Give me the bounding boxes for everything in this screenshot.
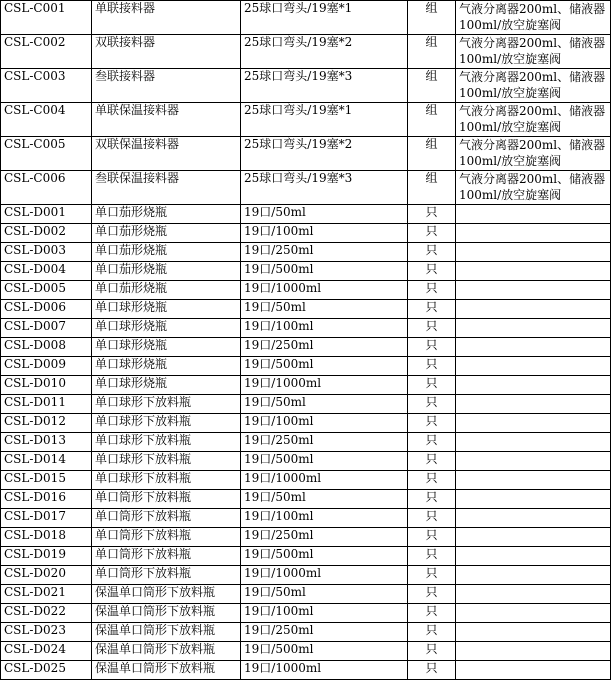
product-name-cell: 单联接料器 (92, 1, 241, 35)
product-unit-cell: 组 (408, 103, 456, 137)
product-spec-cell: 19口/1000ml (241, 661, 408, 680)
product-note-cell: 气液分离器200ml、储液器100ml/放空旋塞阀 (456, 69, 611, 103)
product-name-cell: 叁联接料器 (92, 69, 241, 103)
table-row (1, 281, 611, 300)
product-spec-cell: 19口/100ml (241, 414, 408, 433)
product-unit-cell: 只 (408, 262, 456, 281)
product-note-cell: 气液分离器200ml、储液器100ml/放空旋塞阀 (456, 171, 611, 205)
product-unit-cell: 只 (408, 243, 456, 262)
product-note-cell (456, 433, 611, 452)
product-code-cell: CSL-D025 (1, 661, 92, 680)
product-spec-cell: 25球口弯头/19塞*1 (241, 1, 408, 35)
product-name-cell: 单口筒形下放料瓶 (92, 490, 241, 509)
product-name-cell: 单口茄形烧瓶 (92, 205, 241, 224)
product-name-cell: 单口筒形下放料瓶 (92, 547, 241, 566)
product-name-cell: 单口球形烧瓶 (92, 300, 241, 319)
product-spec-cell: 19口/500ml (241, 452, 408, 471)
product-note-cell (456, 243, 611, 262)
product-unit-cell: 只 (408, 338, 456, 357)
product-code-cell: CSL-D007 (1, 319, 92, 338)
product-unit-cell: 组 (408, 171, 456, 205)
product-unit-cell: 只 (408, 623, 456, 642)
product-spec-cell: 19口/1000ml (241, 566, 408, 585)
product-unit-cell: 只 (408, 452, 456, 471)
product-unit-cell: 只 (408, 357, 456, 376)
product-unit-cell: 只 (408, 300, 456, 319)
product-note-cell (456, 205, 611, 224)
product-note-cell (456, 376, 611, 395)
product-code-cell: CSL-C001 (1, 1, 92, 35)
product-note-cell (456, 604, 611, 623)
product-spec-cell: 25球口弯头/19塞*2 (241, 137, 408, 171)
product-name-cell: 单口筒形下放料瓶 (92, 509, 241, 528)
product-note-cell (456, 471, 611, 490)
product-code-cell: CSL-C003 (1, 69, 92, 103)
product-name-cell: 单口茄形烧瓶 (92, 281, 241, 300)
table-row (1, 604, 611, 623)
table-row (1, 509, 611, 528)
product-spec-cell: 19口/250ml (241, 528, 408, 547)
product-spec-cell: 25球口弯头/19塞*3 (241, 171, 408, 205)
product-spec-cell: 19口/1000ml (241, 376, 408, 395)
product-spec-cell: 25球口弯头/19塞*3 (241, 69, 408, 103)
table-row (1, 642, 611, 661)
product-code-cell: CSL-D003 (1, 243, 92, 262)
product-unit-cell: 只 (408, 395, 456, 414)
product-name-cell: 单口茄形烧瓶 (92, 262, 241, 281)
table-row (1, 224, 611, 243)
product-code-cell: CSL-D014 (1, 452, 92, 471)
table-row (1, 1, 611, 35)
product-spec-cell: 19口/100ml (241, 319, 408, 338)
product-code-cell: CSL-C005 (1, 137, 92, 171)
product-note-cell (456, 395, 611, 414)
product-spec-cell: 19口/250ml (241, 623, 408, 642)
product-spec-cell: 19口/100ml (241, 604, 408, 623)
product-spec-cell: 19口/250ml (241, 433, 408, 452)
product-name-cell: 保温单口筒形下放料瓶 (92, 604, 241, 623)
table-row (1, 319, 611, 338)
product-note-cell: 气液分离器200ml、储液器100ml/放空旋塞阀 (456, 1, 611, 35)
product-code-cell: CSL-D005 (1, 281, 92, 300)
table-row (1, 395, 611, 414)
product-note-cell (456, 262, 611, 281)
table-row (1, 566, 611, 585)
table-row (1, 35, 611, 69)
table-row (1, 338, 611, 357)
table-row (1, 528, 611, 547)
product-spec-cell: 19口/250ml (241, 243, 408, 262)
product-code-cell: CSL-D024 (1, 642, 92, 661)
product-unit-cell: 只 (408, 604, 456, 623)
product-note-cell (456, 585, 611, 604)
product-unit-cell: 组 (408, 1, 456, 35)
product-name-cell: 单口球形烧瓶 (92, 338, 241, 357)
product-note-cell (456, 414, 611, 433)
product-note-cell (456, 452, 611, 471)
product-spec-cell: 19口/50ml (241, 490, 408, 509)
product-code-cell: CSL-D008 (1, 338, 92, 357)
product-unit-cell: 组 (408, 137, 456, 171)
product-spec-cell: 25球口弯头/19塞*2 (241, 35, 408, 69)
product-unit-cell: 只 (408, 528, 456, 547)
product-spec-cell: 19口/50ml (241, 300, 408, 319)
product-spec-cell: 19口/50ml (241, 395, 408, 414)
product-spec-cell: 19口/500ml (241, 547, 408, 566)
product-unit-cell: 只 (408, 566, 456, 585)
product-unit-cell: 只 (408, 547, 456, 566)
product-spec-cell: 25球口弯头/19塞*1 (241, 103, 408, 137)
product-spec-cell: 19口/500ml (241, 357, 408, 376)
table-row (1, 262, 611, 281)
product-code-cell: CSL-D012 (1, 414, 92, 433)
product-spec-cell: 19口/50ml (241, 205, 408, 224)
product-code-cell: CSL-C002 (1, 35, 92, 69)
table-row (1, 171, 611, 205)
product-note-cell (456, 642, 611, 661)
table-row (1, 623, 611, 642)
product-unit-cell: 只 (408, 281, 456, 300)
product-code-cell: CSL-C004 (1, 103, 92, 137)
product-note-cell (456, 566, 611, 585)
product-note-cell (456, 300, 611, 319)
product-unit-cell: 只 (408, 205, 456, 224)
product-spec-cell: 19口/50ml (241, 585, 408, 604)
product-unit-cell: 只 (408, 433, 456, 452)
table-row (1, 205, 611, 224)
product-code-cell: CSL-D018 (1, 528, 92, 547)
product-code-cell: CSL-C006 (1, 171, 92, 205)
product-unit-cell: 只 (408, 642, 456, 661)
product-note-cell (456, 623, 611, 642)
product-name-cell: 保温单口筒形下放料瓶 (92, 642, 241, 661)
product-note-cell: 气液分离器200ml、储液器100ml/放空旋塞阀 (456, 103, 611, 137)
table-row (1, 547, 611, 566)
table-row (1, 300, 611, 319)
product-code-cell: CSL-D002 (1, 224, 92, 243)
product-note-cell (456, 661, 611, 680)
product-spec-cell: 19口/100ml (241, 509, 408, 528)
table-row (1, 585, 611, 604)
product-spec-cell: 19口/1000ml (241, 471, 408, 490)
product-name-cell: 单口茄形烧瓶 (92, 224, 241, 243)
table-row (1, 243, 611, 262)
product-note-cell: 气液分离器200ml、储液器100ml/放空旋塞阀 (456, 137, 611, 171)
product-name-cell: 单口球形烧瓶 (92, 357, 241, 376)
product-spec-cell: 19口/500ml (241, 262, 408, 281)
table-row (1, 414, 611, 433)
product-code-cell: CSL-D006 (1, 300, 92, 319)
table-row (1, 137, 611, 171)
product-unit-cell: 组 (408, 35, 456, 69)
product-name-cell: 保温单口筒形下放料瓶 (92, 623, 241, 642)
table-row (1, 452, 611, 471)
product-note-cell (456, 319, 611, 338)
product-code-cell: CSL-D015 (1, 471, 92, 490)
product-name-cell: 单联保温接料器 (92, 103, 241, 137)
product-note-cell (456, 338, 611, 357)
product-spec-cell: 19口/100ml (241, 224, 408, 243)
product-unit-cell: 只 (408, 319, 456, 338)
table-row (1, 471, 611, 490)
product-unit-cell: 只 (408, 471, 456, 490)
product-name-cell: 单口球形下放料瓶 (92, 471, 241, 490)
table-row (1, 490, 611, 509)
product-unit-cell: 只 (408, 661, 456, 680)
product-unit-cell: 只 (408, 509, 456, 528)
product-note-cell (456, 357, 611, 376)
product-unit-cell: 只 (408, 490, 456, 509)
table-row (1, 357, 611, 376)
product-name-cell: 单口筒形下放料瓶 (92, 566, 241, 585)
product-note-cell (456, 528, 611, 547)
product-code-cell: CSL-D013 (1, 433, 92, 452)
product-note-cell (456, 490, 611, 509)
product-code-cell: CSL-D022 (1, 604, 92, 623)
product-name-cell: 保温单口筒形下放料瓶 (92, 661, 241, 680)
product-name-cell: 单口茄形烧瓶 (92, 243, 241, 262)
product-code-cell: CSL-D016 (1, 490, 92, 509)
table-row (1, 661, 611, 680)
product-spec-cell: 19口/250ml (241, 338, 408, 357)
product-name-cell: 保温单口筒形下放料瓶 (92, 585, 241, 604)
product-unit-cell: 只 (408, 376, 456, 395)
product-code-cell: CSL-D020 (1, 566, 92, 585)
product-name-cell: 双联接料器 (92, 35, 241, 69)
product-name-cell: 单口球形下放料瓶 (92, 395, 241, 414)
product-name-cell: 叁联保温接料器 (92, 171, 241, 205)
product-unit-cell: 只 (408, 585, 456, 604)
product-code-cell: CSL-D010 (1, 376, 92, 395)
product-code-cell: CSL-D004 (1, 262, 92, 281)
product-note-cell (456, 224, 611, 243)
table-row (1, 69, 611, 103)
product-code-cell: CSL-D001 (1, 205, 92, 224)
product-name-cell: 单口球形烧瓶 (92, 319, 241, 338)
product-code-cell: CSL-D011 (1, 395, 92, 414)
product-code-cell: CSL-D009 (1, 357, 92, 376)
product-code-cell: CSL-D021 (1, 585, 92, 604)
product-unit-cell: 只 (408, 414, 456, 433)
product-spec-cell: 19口/1000ml (241, 281, 408, 300)
product-note-cell (456, 281, 611, 300)
product-code-cell: CSL-D017 (1, 509, 92, 528)
product-unit-cell: 组 (408, 69, 456, 103)
product-name-cell: 单口筒形下放料瓶 (92, 528, 241, 547)
table-row (1, 433, 611, 452)
product-note-cell: 气液分离器200ml、储液器100ml/放空旋塞阀 (456, 35, 611, 69)
product-name-cell: 单口球形下放料瓶 (92, 452, 241, 471)
table-body (1, 1, 611, 680)
product-name-cell: 单口球形下放料瓶 (92, 414, 241, 433)
product-name-cell: 单口球形烧瓶 (92, 376, 241, 395)
table-row (1, 103, 611, 137)
product-code-cell: CSL-D023 (1, 623, 92, 642)
product-name-cell: 单口球形下放料瓶 (92, 433, 241, 452)
product-spec-cell: 19口/500ml (241, 642, 408, 661)
product-note-cell (456, 547, 611, 566)
product-unit-cell: 只 (408, 224, 456, 243)
product-note-cell (456, 509, 611, 528)
product-name-cell: 双联保温接料器 (92, 137, 241, 171)
product-code-cell: CSL-D019 (1, 547, 92, 566)
table-row (1, 376, 611, 395)
